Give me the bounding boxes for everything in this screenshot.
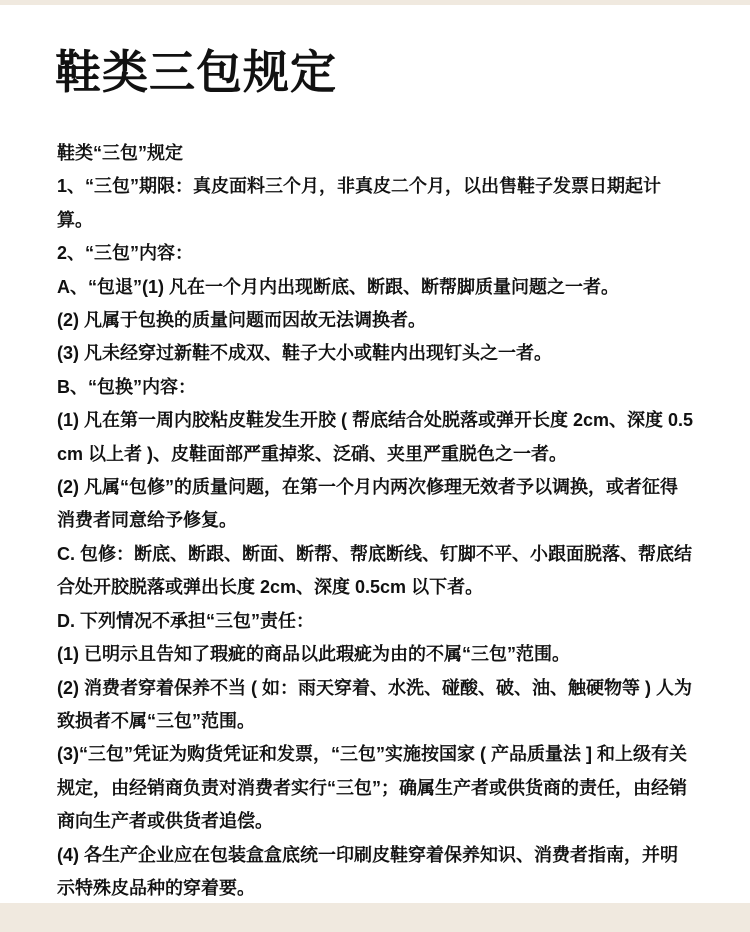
bottom-border-strip bbox=[0, 903, 750, 932]
paragraph: (2) 凡属于包换的质量问题而因故无法调换者。 bbox=[57, 310, 426, 331]
paragraph: (3)“三包”凭证为购货凭证和发票，“三包”实施按国家 ( 产品质量法 ] 和上级有关规定，由经销商负责对消费者实行“三包”；确属生产者或供货商的责任，由经销商向生产者或供货者追偿。 bbox=[57, 744, 687, 832]
paragraph: (2) 消费者穿着保养不当 ( 如：雨天穿着、水洗、碰酸、破、油、触硬物等 ) 人为致损者不属“三包”范围。 bbox=[57, 677, 692, 731]
paragraph: C. 包修：断底、断跟、断面、断帮、帮底断线、钉脚不平、小跟面脱落、帮底结合处开胶脱落或弹出长度 2cm、深度 0.5cm 以下者。 bbox=[57, 543, 692, 598]
paragraph: 2、“三包”内容： bbox=[57, 243, 194, 264]
paragraph: (1) 凡在第一周内胶粘皮鞋发生开胶 ( 帮底结合处脱落或弹开长度 2cm、深度 0.5cm 以上者 )、皮鞋面部严重掉浆、泛硝、夹里严重脱色之一者。 bbox=[57, 410, 694, 464]
top-border-strip bbox=[0, 0, 750, 5]
paragraph: (4) 各生产企业应在包装盒盒底统一印刷皮鞋穿着保养知识、消费者指南，并明示特殊皮品种的穿着要。 bbox=[57, 844, 678, 898]
regulation-document bbox=[0, 43, 750, 905]
paragraph-list bbox=[57, 137, 694, 905]
paragraph: D. 下列情况不承担“三包”责任： bbox=[57, 610, 314, 631]
paragraph: (3) 凡未经穿过新鞋不成双、鞋子大小或鞋内出现钉头之一者。 bbox=[57, 343, 552, 364]
paragraph: (1) 已明示且告知了瑕疵的商品以此瑕疵为由的不属“三包”范围。 bbox=[57, 644, 570, 665]
paragraph: A、“包退”(1) 凡在一个月内出现断底、断跟、断帮脚质量问题之一者。 bbox=[57, 276, 619, 297]
paragraph: (2) 凡属“包修”的质量问题，在第一个月内两次修理无效者予以调换，或者征得消费者同意给予修复。 bbox=[57, 477, 678, 531]
page-title: 鞋类三包规定 bbox=[55, 46, 337, 98]
paragraph: B、“包换”内容： bbox=[57, 376, 196, 397]
paragraph: 1、“三包”期限：真皮面料三个月，非真皮二个月，以出售鞋子发票日期起计算。 bbox=[57, 176, 662, 230]
paragraph: 鞋类“三包”规定 bbox=[57, 143, 183, 163]
